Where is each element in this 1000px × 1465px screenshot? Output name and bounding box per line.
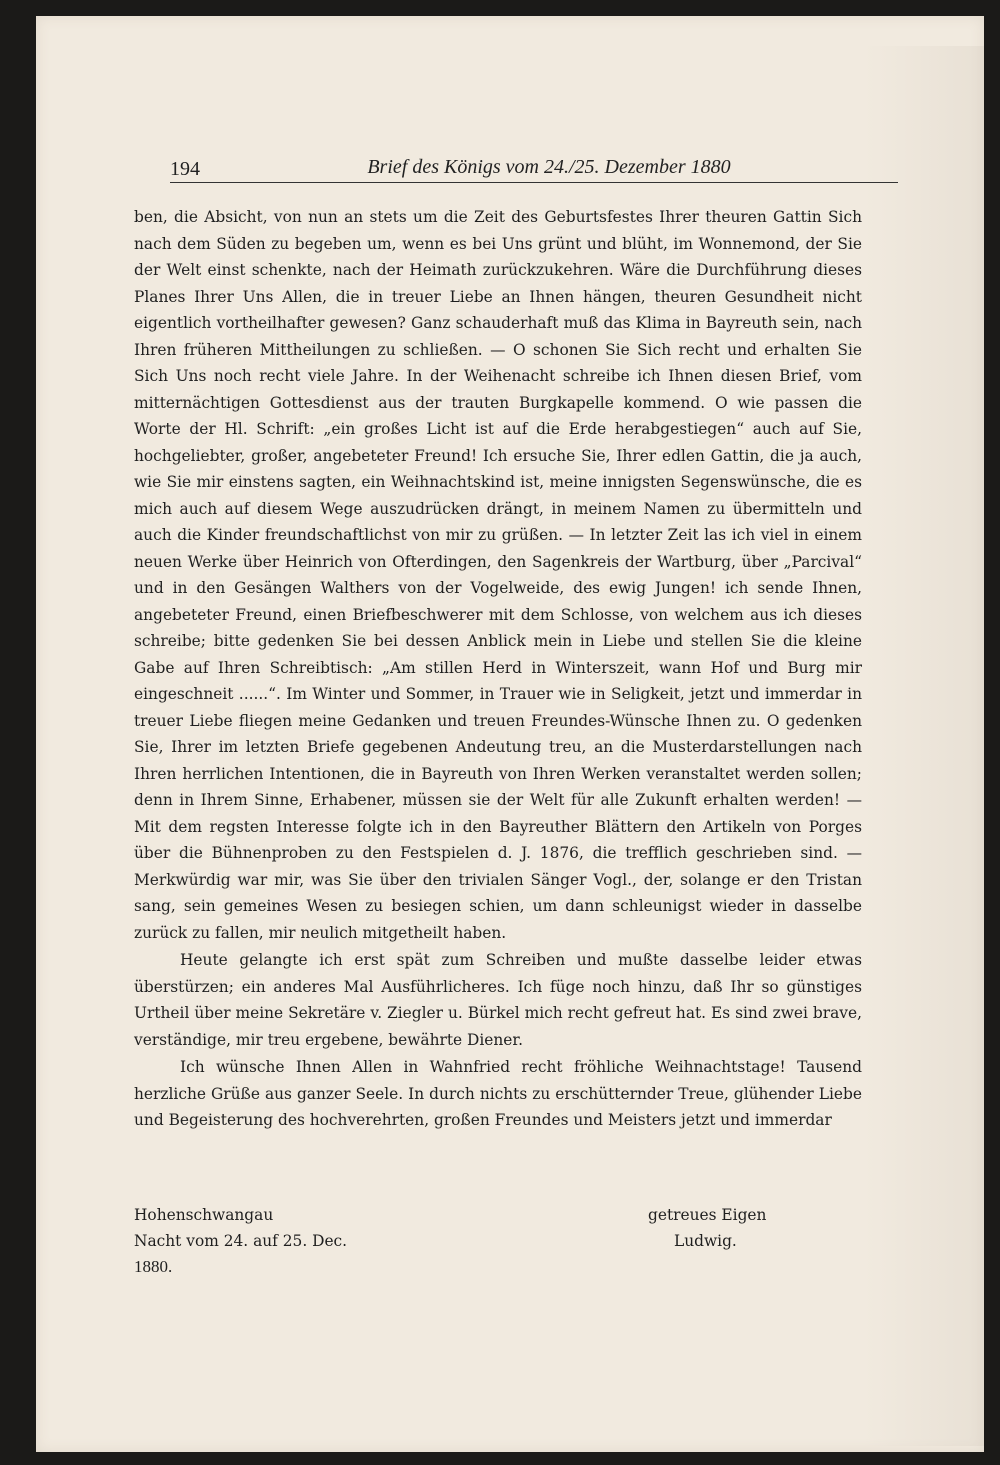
year-line: 1880. <box>134 1257 173 1276</box>
signature: Ludwig. <box>674 1232 737 1250</box>
page-number: 194 <box>170 158 200 180</box>
date-line: Nacht vom 24. auf 25. Dec. <box>134 1232 348 1250</box>
letter-body <box>134 204 862 1134</box>
paragraph-3: Ich wünsche Ihnen Allen in Wahnfried recht fröhliche Weihnachtstage! Tausend herzliche Grüße aus ganzer Seele. In durch nichts zu erschütternder Treue, glühender Liebe und Begeisterung des hochverehrten, großen Freundes und Meisters jetzt und immerdar <box>134 1058 862 1129</box>
page-header <box>170 142 898 183</box>
letter-closing <box>134 1202 862 1292</box>
running-title: Brief des Königs vom 24./25. Dezember 1880 <box>367 156 731 178</box>
place-name: Hohenschwangau <box>134 1206 274 1224</box>
paragraph-2: Heute gelangte ich erst spät zum Schreiben und mußte dasselbe leider etwas überstürzen; ein anderes Mal Ausführlicheres. Ich füge noch hinzu, daß Ihr so günstiges Urtheil über meine Sekretäre v. Ziegler u. Bürkel mich recht gefreut hat. Es sind zwei brave, verständige, mir treu ergebene, bewährte Diener. <box>134 951 862 1049</box>
place-and-date <box>134 1202 347 1280</box>
valediction: getreues Eigen <box>648 1206 767 1224</box>
paragraph-1: ben, die Absicht, von nun an stets um die Zeit des Geburtsfestes Ihrer theuren Gattin Sich nach dem Süden zu begeben um, wenn es bei Uns grünt und blüht, im Wonnemond, der Sie der Welt einst schenkte, nach der Heimath zurückzukehren. Wäre die Durchführung dieses Planes Ihrer Uns Allen, die in treuer Liebe an Ihnen hängen, theuren Gesundheit nicht eigentlich vortheilhafter gewesen? Ganz schauderhaft muß das Klima in Bayreuth sein, nach Ihren früheren Mittheilungen zu schließen. — O schonen Sie Sich recht und erhalten Sie Sich Uns noch recht viele Jahre. In der Weihenacht schreibe ich Ihnen diesen Brief, vom mitternächtigen Gottesdienst aus der trauten Burgkapelle kommend. O wie passen die Worte der Hl. Schrift: „ein großes Licht ist auf die Erde herabgestiegen“ auch auf Sie, hochgeliebter, großer, angebeteter Freund! Ich ersuche Sie, Ihrer edlen Gattin, die ja auch, wie Sie mir einstens sagten, ein Weihnachtskind ist, meine innigsten Segenswünsche, die es mich auch auf diesem Wege auszudrücken drängt, in meinem Namen zu übermitteln und auch die Kinder freundschaftlichst von mir zu grüßen. — In letzter Zeit las ich viel in einem neuen Werke über Heinrich von Ofterdingen, den Sagenkreis der Wartburg, über „Parcival“ und in den Gesängen Walthers von der Vogelweide, des ewig Jungen! ich sende Ihnen, angebeteter Freund, einen Briefbeschwerer mit dem Schlosse, von welchem aus ich dieses schreibe; bitte gedenken Sie bei dessen Anblick mein in Liebe und stellen Sie die kleine Gabe auf Ihren Schreibtisch: „Am stillen Herd in Winterszeit, wann Hof und Burg mir eingeschneit ......“. Im Winter und Sommer, in Trauer wie in Seligkeit, jetzt und immerdar in treuer Liebe fliegen meine Gedanken und treuen Freundes-Wünsche Ihnen zu. O gedenken Sie, Ihrer im letzten Briefe gegebenen Andeutung treu, an die Musterdarstellungen nach Ihren herrlichen Intentionen, die in Bayreuth von Ihren Werken veranstaltet werden sollen; denn in Ihrem Sinne, Erhabener, müssen sie der Welt für alle Zukunft erhalten werden! — Mit dem regsten Interesse folgte ich in den Bayreuther Blättern den Artikeln von Porges über die Bühnenproben zu den Festspielen d. J. 1876, die trefflich geschrieben sind. — Merkwürdig war mir, was Sie über den trivialen Sänger Vogl., der, solange er den Tristan sang, sein gemeines Wesen zu besiegen schien, um dann schleunigst wieder in dasselbe zurück zu fallen, mir neulich mitgetheilt haben. <box>134 208 862 942</box>
signature-block <box>648 1202 766 1254</box>
bleed-through-shadow <box>864 46 984 1446</box>
